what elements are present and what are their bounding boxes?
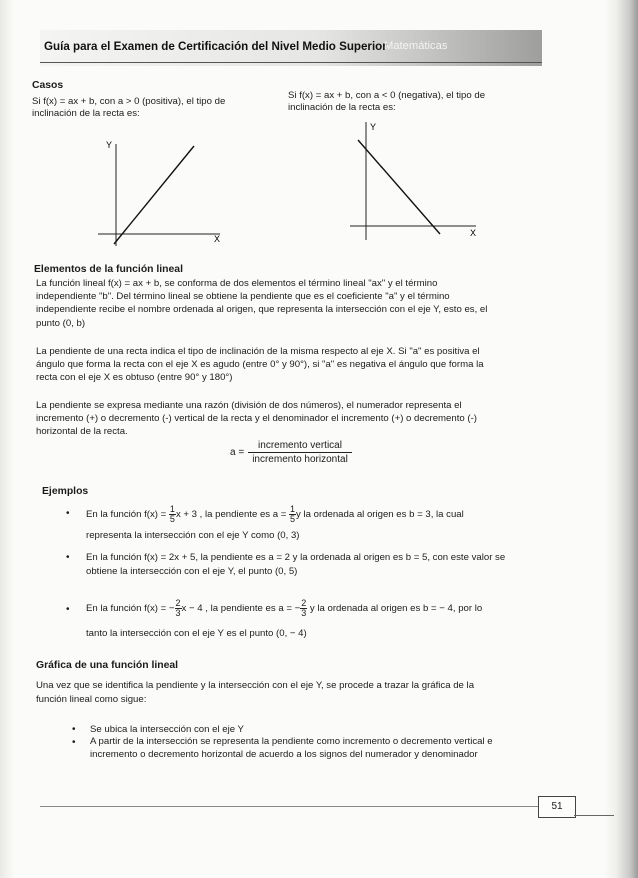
ejemplo2-line2: obtiene la intersección con el eje Y, el punto (0, 5) <box>86 566 298 577</box>
ejemplo3-frac2: $\frac{2}{3}$ <box>301 597 307 618</box>
elementos-p1-line2: independiente "b". Del término lineal se obtiene la pendiente que es el coeficiente "a" y el término <box>36 291 450 302</box>
positive-slope-graph <box>92 138 232 248</box>
grafica-bullet1: • <box>72 724 76 735</box>
ejemplo3-frac1: $\frac{2}{3}$ <box>175 597 181 618</box>
ejemplos-heading: Ejemplos <box>42 486 89 497</box>
ejemplo3-line1: En la función f(x) = − $\frac{2}{3}$ x − 4 , la pendiente es a = − $\frac{2}{3}$ y la ordenada al origen es b = − 4, por lo <box>86 597 483 618</box>
ejemplo1-line2: representa la intersección con el eje Y como (0, 3) <box>86 530 300 541</box>
elementos-p3-line1: La pendiente se expresa mediante una razón (división de dos números), el numerador representa el <box>36 400 462 411</box>
grafica-heading: Gráfica de una función lineal <box>36 660 179 671</box>
graph1-x-label: X <box>214 234 221 244</box>
elementos-p2-line3: recta con el eje X es obtuso (entre 90° y 180°) <box>36 372 233 383</box>
casos-heading: Casos <box>32 80 64 91</box>
graph1-y-label: Y <box>106 140 113 150</box>
formula-lhs: a = <box>230 447 245 458</box>
graph2-line <box>358 140 440 234</box>
formula-numerator: incremento vertical <box>248 440 352 453</box>
ejemplo1-frac1: $\frac{1}{5}$ <box>169 503 175 524</box>
elementos-p1-line3: independiente recibe el nombre ordenada al origen, que representa la intersección con el eje Y, esto es, el <box>36 304 488 315</box>
elementos-p2-line2: ángulo que forma la recta con el eje X es agudo (entre 0° y 90°), si "a" es negativa el ángulo que forma la <box>36 359 484 370</box>
ejemplo2-line1: En la función f(x) = 2x + 5, la pendiente es a = 2 y la ordenada al origen es b = 5, con este valor se <box>86 552 506 563</box>
grafica-b2-line2: incremento o decremento horizontal de acuerdo a los signos del numerador y denominador <box>90 749 478 760</box>
casos-right-line2: inclinación de la recta es: <box>288 102 396 113</box>
ejemplo1-line1: En la función f(x) = $\frac{1}{5}$ x + 3 , la pendiente es a = $\frac{1}{5}$ y la ordenada al origen es b = 3, la cual <box>86 503 464 524</box>
elementos-p3-line2: incremento (+) o decremento (-) vertical de la recta y el denominador el incremento (+) o decremento (-) <box>36 413 477 424</box>
footer-line-right <box>574 815 614 816</box>
casos-left-line2: inclinación de la recta es: <box>32 108 140 119</box>
ejemplo1-frac2: $\frac{1}{5}$ <box>290 503 296 524</box>
grafica-p1-line1: Una vez que se identifica la pendiente y la intersección con el eje Y, se procede a trazar la gráfica de la <box>36 680 475 691</box>
header-divider <box>40 62 542 63</box>
grafica-bullet2: • <box>72 737 76 748</box>
graph1-line <box>114 146 194 244</box>
grafica-b1: Se ubica la intersección con el eje Y <box>90 724 244 735</box>
elementos-p2-line1: La pendiente de una recta indica el tipo de inclinación de la misma respecto al eje X. Si "a" es positiva el <box>36 346 480 357</box>
elementos-p1-line4: punto (0, b) <box>36 318 86 329</box>
casos-left-line1: Si f(x) = ax + b, con a > 0 (positiva), el tipo de <box>32 96 226 107</box>
grafica-b2-line1: A partir de la intersección se representa la pendiente como incremento o decremento vertical e <box>90 736 493 747</box>
ejemplo3-bullet: • <box>66 604 70 615</box>
elementos-heading: Elementos de la función lineal <box>34 264 183 275</box>
casos-right-line1: Si f(x) = ax + b, con a < 0 (negativa), el tipo de <box>288 90 486 101</box>
negative-slope-graph <box>346 116 486 246</box>
elementos-p1-line1: La función lineal f(x) = ax + b, se conforma de dos elementos el término lineal "ax" y el término <box>36 278 438 289</box>
formula-fraction <box>248 440 352 465</box>
ejemplo2-bullet: • <box>66 552 70 563</box>
elementos-p3-line3: horizontal de la recta. <box>36 426 128 437</box>
graph2-y-label: Y <box>370 122 377 132</box>
ejemplo3-line2: tanto la intersección con el eje Y es el punto (0, − 4) <box>86 628 307 639</box>
header-subject: Matemáticas <box>384 40 448 52</box>
header-title: Guía para el Examen de Certificación del Nivel Medio Superior <box>44 40 387 53</box>
grafica-p1-line2: función lineal como sigue: <box>36 694 147 705</box>
ejemplo1-bullet: • <box>66 508 70 519</box>
graph2-x-label: X <box>470 228 477 238</box>
slope-formula <box>230 440 352 465</box>
page-number: 51 <box>538 796 576 818</box>
formula-denominator: incremento horizontal <box>252 454 348 465</box>
scan-shadow-left <box>0 0 14 878</box>
scan-shadow-right <box>604 0 638 878</box>
footer-line <box>40 806 538 807</box>
